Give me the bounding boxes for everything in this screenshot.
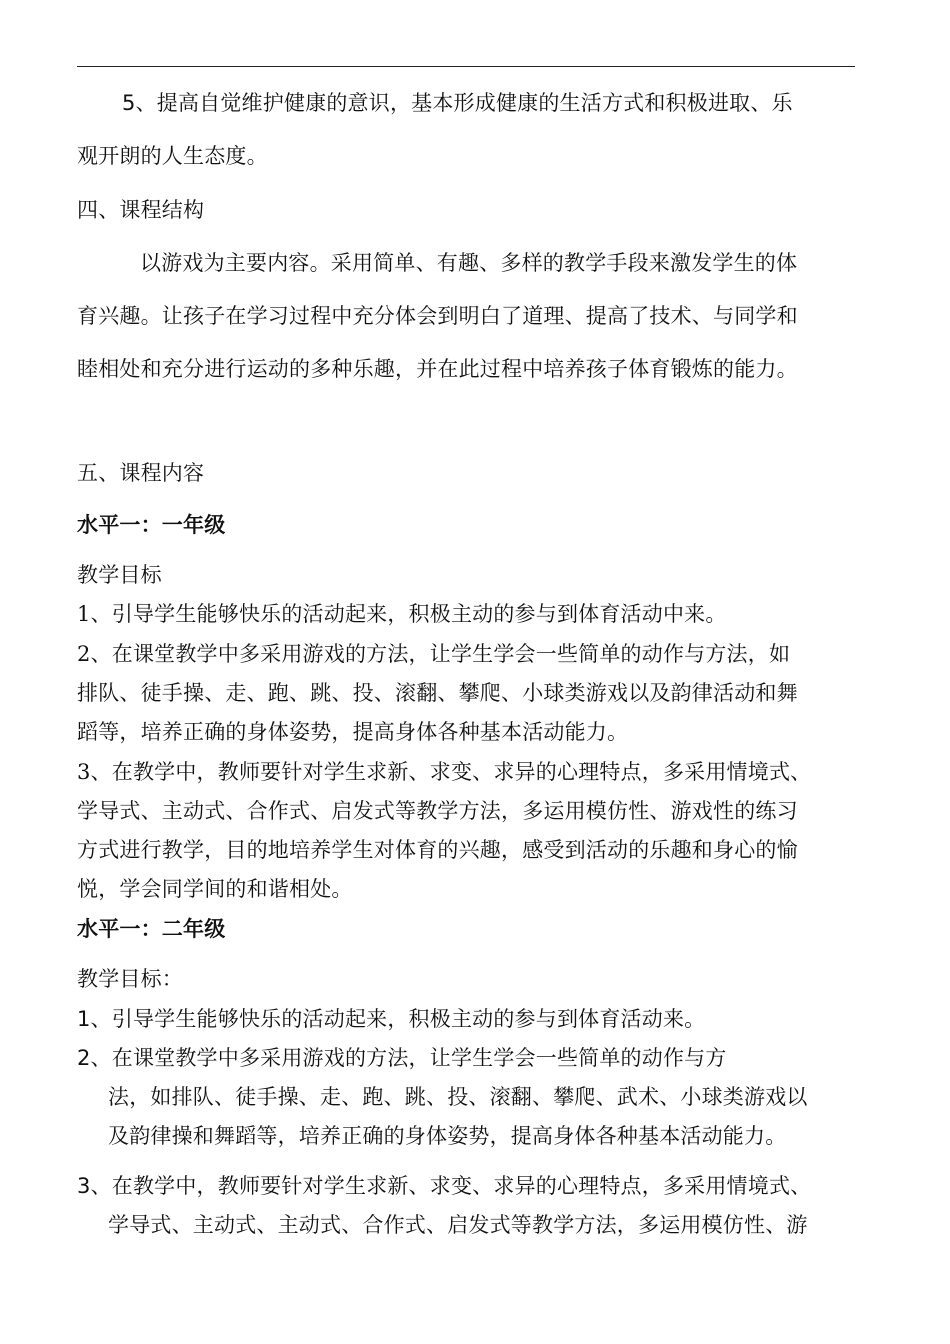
text-line: 学导式、主动式、主动式、合作式、启发式等教学方法，多运用模仿性、游 bbox=[108, 1213, 808, 1237]
text-line: 排队、徒手操、走、跑、跳、投、滚翻、攀爬、小球类游戏以及韵律活动和舞 bbox=[77, 681, 798, 705]
text-line: 5、提高自觉维护健康的意识，基本形成健康的生活方式和积极进取、乐 bbox=[122, 91, 793, 115]
text-line: 1、引导学生能够快乐的活动起来，积极主动的参与到体育活动中来。 bbox=[77, 602, 727, 626]
text-line: 睦相处和充分进行运动的多种乐趣，并在此过程中培养孩子体育锻炼的能力。 bbox=[77, 357, 798, 381]
text-line: 2、在课堂教学中多采用游戏的方法，让学生学会一些简单的动作与方法，如 bbox=[77, 642, 791, 666]
text-line: 学导式、主动式、合作式、启发式等教学方法，多运用模仿性、游戏性的练习 bbox=[77, 799, 798, 823]
level-heading: 水平一：二年级 bbox=[77, 917, 226, 941]
text-line: 观开朗的人生态度。 bbox=[77, 144, 268, 168]
text-line: 2、在课堂教学中多采用游戏的方法，让学生学会一些简单的动作与方 bbox=[77, 1046, 727, 1070]
header-rule bbox=[77, 66, 855, 67]
text-line: 3、在教学中，教师要针对学生求新、求变、求异的心理特点，多采用情境式、 bbox=[77, 1174, 812, 1198]
subheading: 教学目标 bbox=[77, 563, 162, 587]
subheading: 教学目标： bbox=[77, 967, 183, 991]
text-line: 方式进行教学，目的地培养学生对体育的兴趣，感受到活动的乐趣和身心的愉 bbox=[77, 838, 798, 862]
text-line: 蹈等，培养正确的身体姿势，提高身体各种基本活动能力。 bbox=[77, 720, 629, 744]
text-line: 悦，学会同学间的和谐相处。 bbox=[77, 877, 353, 901]
level-heading: 水平一：一年级 bbox=[77, 513, 226, 537]
text-line: 3、在教学中，教师要针对学生求新、求变、求异的心理特点，多采用情境式、 bbox=[77, 760, 812, 784]
section-heading: 五、课程内容 bbox=[77, 461, 205, 485]
text-line: 育兴趣。让孩子在学习过程中充分体会到明白了道理、提高了技术、与同学和 bbox=[77, 304, 798, 328]
text-line: 法，如排队、徒手操、走、跑、跳、投、滚翻、攀爬、武术、小球类游戏以 bbox=[108, 1085, 808, 1109]
text-line: 以游戏为主要内容。采用简单、有趣、多样的教学手段来激发学生的体 bbox=[140, 251, 798, 275]
text-line: 1、引导学生能够快乐的活动起来，积极主动的参与到体育活动来。 bbox=[77, 1007, 706, 1031]
section-heading: 四、课程结构 bbox=[77, 198, 205, 222]
text-line: 及韵律操和舞蹈等，培养正确的身体姿势，提高身体各种基本活动能力。 bbox=[108, 1124, 787, 1148]
